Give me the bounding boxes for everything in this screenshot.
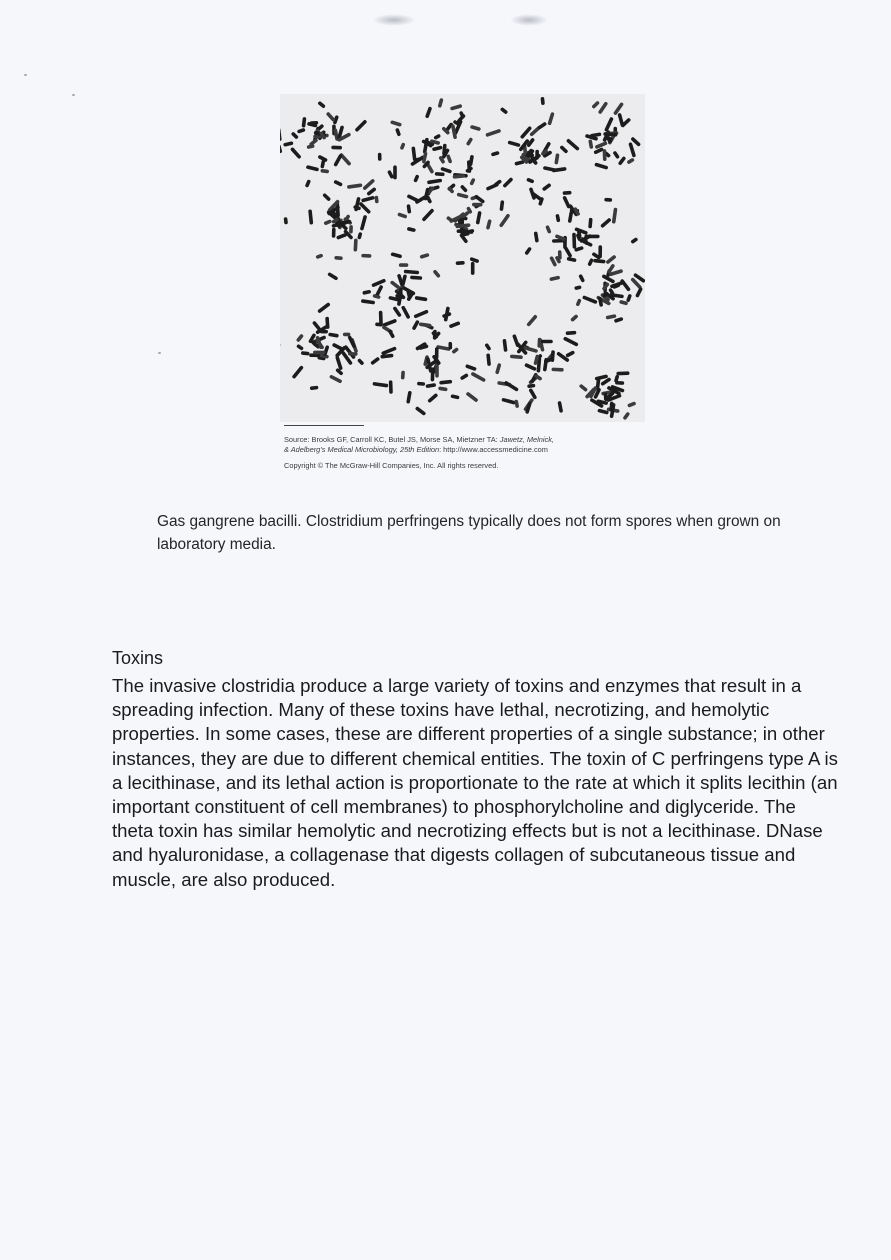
bacillus-rod <box>379 311 383 325</box>
bacillus-rod <box>504 380 519 391</box>
bacillus-rod <box>502 177 513 188</box>
bacillus-rod <box>450 104 463 111</box>
bacillus-rod <box>520 126 532 140</box>
bacillus-rod <box>332 228 336 238</box>
bacillus-rod <box>407 227 416 232</box>
bacillus-rod <box>406 204 411 214</box>
bacillus-rod <box>432 269 440 278</box>
bacillus-rod <box>524 247 532 256</box>
source-title: & Adelberg's Medical Microbiology, 25th Edition <box>284 444 440 454</box>
bacillus-rod <box>333 180 343 187</box>
bacillus-rod <box>549 276 560 282</box>
bacillus-rod <box>451 347 459 354</box>
bacillus-rod <box>600 218 612 229</box>
bacillus-rod <box>484 343 491 351</box>
bacillus-rod <box>284 217 288 224</box>
bacillus-rod <box>555 214 560 223</box>
bacillus-rod <box>501 398 516 405</box>
bacillus-rod <box>296 334 304 343</box>
bacillus-rod <box>500 107 508 115</box>
bacillus-rod <box>427 393 438 403</box>
bacillus-rod <box>328 332 339 337</box>
bacillus-rod <box>526 314 538 327</box>
bacillus-rod <box>348 352 358 356</box>
bacillus-rod <box>578 274 585 283</box>
bacillus-rod <box>435 363 439 377</box>
bacillus-rod <box>393 165 397 179</box>
bacillus-rod <box>472 203 483 207</box>
bacillus-rod <box>591 100 600 109</box>
bacillus-rod <box>613 102 624 116</box>
bacillus-rod <box>495 363 501 375</box>
bacillus-rod <box>593 147 604 155</box>
bacillus-rod <box>449 321 461 328</box>
bacillus-rod <box>457 192 469 198</box>
bacillus-rod <box>323 219 332 225</box>
bacillus-rod <box>469 178 475 186</box>
bacillus-rod <box>466 137 474 146</box>
bacillus-rod <box>635 287 643 298</box>
bacillus-rod <box>563 191 572 195</box>
bacillus-rod <box>331 146 342 150</box>
bacillus-rod <box>565 350 575 358</box>
bacillus-rod <box>456 261 465 265</box>
bacillus-rod <box>439 380 452 385</box>
bacillus-rod <box>313 351 325 355</box>
bacillus-rod <box>366 187 376 196</box>
bacillus-rod <box>617 113 624 128</box>
bacillus-rod <box>315 253 323 259</box>
scan-artifact-right <box>510 14 548 26</box>
bacillus-rod <box>579 384 588 393</box>
bacillus-rod <box>306 165 319 172</box>
bacillus-rod <box>425 383 436 388</box>
bacillus-rod <box>541 340 553 344</box>
bacillus-rod <box>390 120 402 127</box>
bacillus-rod <box>290 147 302 160</box>
bacillus-rod <box>448 342 452 350</box>
source-authors: Jawetz, Melnick, <box>499 435 554 444</box>
figure-source <box>284 435 646 454</box>
bacillus-rod <box>392 306 401 318</box>
bacillus-rod <box>469 257 479 264</box>
bacillus-rod <box>471 262 475 275</box>
bacillus-rod <box>335 356 343 371</box>
bacillus-rod <box>357 358 365 366</box>
bacillus-rod <box>433 134 441 141</box>
section-body: The invasive clostridia produce a large variety of toxins and enzymes that result in a spreading infection. Many of these toxins have lethal, necrotizing, and hemolytic properties. In some cases, these are different properties of a single substance; in other instances, they are due to different chemical entities. The toxin of C perfringens type A is a lecithinase, and its lethal action is proportionate to the rate at which it splits lecithin (an important constituent of cell membranes) to phosphorylcholine and diglyceride. The theta toxin has similar hemolytic and necrotizing effects but is not a lecithinase. DNase and hyaluronidase, a collagenase that digests collagen of subcutaneous tissue and muscle, are also produced. <box>112 675 838 890</box>
bacillus-rod <box>370 357 380 366</box>
bacillus-rod <box>572 233 576 249</box>
bacillus-rod <box>371 278 386 287</box>
scale-bar <box>284 425 364 426</box>
bacillus-rod <box>417 382 425 386</box>
bacillus-rod <box>357 232 362 240</box>
bacillus-rod <box>302 117 307 128</box>
bacillus-rod <box>427 178 442 184</box>
bacillus-rod <box>612 208 618 224</box>
bacillus-rod <box>399 263 408 267</box>
bacillus-rod <box>347 335 356 348</box>
bacillus-rod <box>552 167 567 173</box>
bacillus-rod <box>547 112 554 126</box>
bacillus-rod <box>563 336 579 346</box>
bacillus-rod <box>594 162 608 169</box>
bacillus-rod <box>421 208 434 222</box>
figure-caption: Gas gangrene bacilli. Clostridium perfringens typically does not form spores when grown on laboratory media. <box>157 513 781 553</box>
bacillus-rod <box>566 138 580 151</box>
bacillus-rod <box>604 392 608 400</box>
bacillus-rod <box>605 254 616 264</box>
bacillus-rod <box>395 128 401 137</box>
bacillus-rod <box>606 314 617 320</box>
bacillus-rod <box>446 154 452 164</box>
source-prefix: Source: Brooks GF, Carroll KC, Butel JS, Morse SA, Mietzner TA: <box>284 435 500 444</box>
bacillus-rod <box>388 329 396 339</box>
bacillus-rod <box>627 401 636 407</box>
bacillus-rod <box>557 401 563 413</box>
bacillus-rod <box>465 364 477 371</box>
scan-artifact-left <box>372 14 416 26</box>
bacillus-rod <box>354 119 367 132</box>
bacillus-rod <box>362 290 371 295</box>
bacillus-rod <box>559 145 568 154</box>
section-heading: Toxins <box>112 648 164 668</box>
micrograph-image <box>280 94 645 422</box>
bacillus-rod <box>410 275 422 279</box>
bacillus-rod <box>435 172 445 176</box>
bacillus-rod <box>540 97 544 105</box>
bacillus-rod <box>512 334 520 348</box>
bacillus-rod <box>574 227 588 235</box>
figure <box>280 94 647 479</box>
bacillus-rod <box>486 219 492 230</box>
bacillus-rod <box>326 112 336 123</box>
bacillus-rod <box>622 412 630 421</box>
bacillus-rod <box>609 401 613 411</box>
bacillus-rod <box>551 367 563 371</box>
bacillus-rod <box>433 330 437 340</box>
bacillus-rod <box>413 309 428 318</box>
bacillus-rod <box>320 330 328 334</box>
bacillus-rod <box>404 270 420 275</box>
bacillus-rod <box>400 142 406 150</box>
bacillus-rod <box>353 239 357 252</box>
bacillus-rod <box>390 252 402 258</box>
bacillus-rod <box>630 237 638 244</box>
bacillus-rod <box>528 388 537 400</box>
bacillus-rod <box>510 354 523 359</box>
scan-dust <box>24 74 27 76</box>
bacillus-rod <box>567 257 577 263</box>
scan-dust <box>158 352 161 354</box>
bacillus-rod <box>297 128 306 134</box>
bacillus-rod <box>604 198 612 202</box>
bacillus-rod <box>604 117 614 132</box>
bacillus-rod <box>390 280 401 290</box>
bacillus-rod <box>534 231 539 242</box>
bacillus-rod <box>628 142 636 158</box>
bacillus-rod <box>334 256 343 260</box>
bacillus-rod <box>397 212 407 219</box>
bacillus-rod <box>317 101 326 109</box>
bacillus-rod <box>460 373 469 381</box>
bacillus-rod <box>612 150 620 159</box>
bacillus-rod <box>593 259 606 264</box>
bacillus-rod <box>502 339 507 352</box>
bacillus-rod <box>401 371 405 380</box>
bacillus-rod <box>562 195 571 208</box>
bacillus-rod <box>545 225 551 234</box>
bacillus-rod <box>322 193 331 202</box>
bacillus-rod <box>415 406 427 416</box>
bacillus-rod <box>465 391 478 402</box>
bacillus-rod <box>280 339 281 348</box>
bacillus-rod <box>450 394 459 399</box>
bacillus-rod <box>361 299 375 305</box>
bacillus-rod <box>576 298 582 306</box>
bacillus-rod <box>470 372 486 383</box>
bacillus-rod <box>438 386 448 391</box>
bacillus-rod <box>514 399 519 408</box>
bacillus-rod <box>329 374 342 383</box>
bacillus-rod <box>460 184 468 192</box>
bacillus-rod <box>526 178 534 184</box>
bacillus-rod <box>554 153 559 164</box>
bacillus-rod <box>598 101 609 114</box>
bacillus-rod <box>507 140 520 147</box>
bacillus-rod <box>308 209 313 224</box>
bacillus-rod <box>361 196 375 203</box>
bacillus-rod <box>401 305 411 319</box>
bacillus-rod <box>491 151 500 157</box>
bacillus-rod <box>387 170 394 179</box>
bacillus-rod <box>558 250 562 260</box>
bacillus-rod <box>570 314 579 322</box>
bacillus-rod <box>291 131 299 139</box>
bacillus-rod <box>372 382 388 388</box>
bacillus-rod <box>527 384 535 389</box>
bacillus-rod <box>283 141 294 147</box>
bacillus-rod <box>588 218 592 229</box>
bacillus-rod <box>360 215 368 231</box>
bacillus-rod <box>598 245 602 258</box>
bacillus-rod <box>343 333 351 337</box>
source-url: : http://www.accessmedicine.com <box>439 444 548 454</box>
bacillus-rod <box>588 139 593 149</box>
bacillus-rod <box>305 179 311 188</box>
bacillus-rod <box>568 211 574 223</box>
bacillus-rod <box>499 200 504 211</box>
bacillus-rod <box>406 391 412 404</box>
bacillus-rod <box>616 371 629 375</box>
bacillus-rod <box>389 380 393 393</box>
bacillus-rod <box>431 367 435 381</box>
bacillus-rod <box>499 213 511 228</box>
bacillus-rod <box>485 129 501 138</box>
bacillus-rod <box>587 258 594 267</box>
bacillus-rod <box>438 98 444 108</box>
bacillus-rod <box>280 144 282 153</box>
bacillus-rod <box>292 365 304 379</box>
bacillus-rod <box>563 246 572 258</box>
bacillus-rod <box>280 128 282 141</box>
bacillus-rod <box>415 296 428 302</box>
bacillus-rod <box>378 153 382 161</box>
bacillus-rod <box>413 174 419 182</box>
bacillus-rod <box>419 253 429 259</box>
bacillus-rod <box>361 254 371 258</box>
scan-dust <box>72 94 75 96</box>
bacillus-rod <box>333 154 343 167</box>
bacillus-rod <box>320 169 329 174</box>
bacillus-rod <box>412 320 420 331</box>
bacillus-rod <box>626 294 632 303</box>
bacillus-rod <box>425 106 432 118</box>
bacillus-rod <box>296 344 304 351</box>
bacillus-rod <box>347 183 363 189</box>
bacillus-rod <box>566 331 577 335</box>
bacillus-rod <box>432 145 443 151</box>
bacillus-rod <box>349 225 353 234</box>
bacilli-micrograph <box>280 94 645 422</box>
bacillus-rod <box>301 351 310 355</box>
bacillus-rod <box>486 353 491 366</box>
bacillus-rod <box>620 279 631 292</box>
bacillus-rod <box>310 386 319 391</box>
bacillus-rod <box>574 285 582 290</box>
bacillus-rod <box>603 149 607 161</box>
bacillus-rod <box>470 125 481 131</box>
bacillus-rod <box>537 122 547 130</box>
bacillus-rod <box>374 196 378 204</box>
bacillus-rod <box>317 302 331 314</box>
bacillus-rod <box>476 211 482 225</box>
bacillus-rod <box>626 157 634 164</box>
bacillus-rod <box>411 146 416 161</box>
bacillus-rod <box>327 272 338 281</box>
bacillus-rod <box>542 183 552 192</box>
bacillus-rod <box>582 295 598 304</box>
figure-copyright: Copyright © The McGraw-Hill Companies, Inc. All rights reserved. <box>284 461 499 470</box>
